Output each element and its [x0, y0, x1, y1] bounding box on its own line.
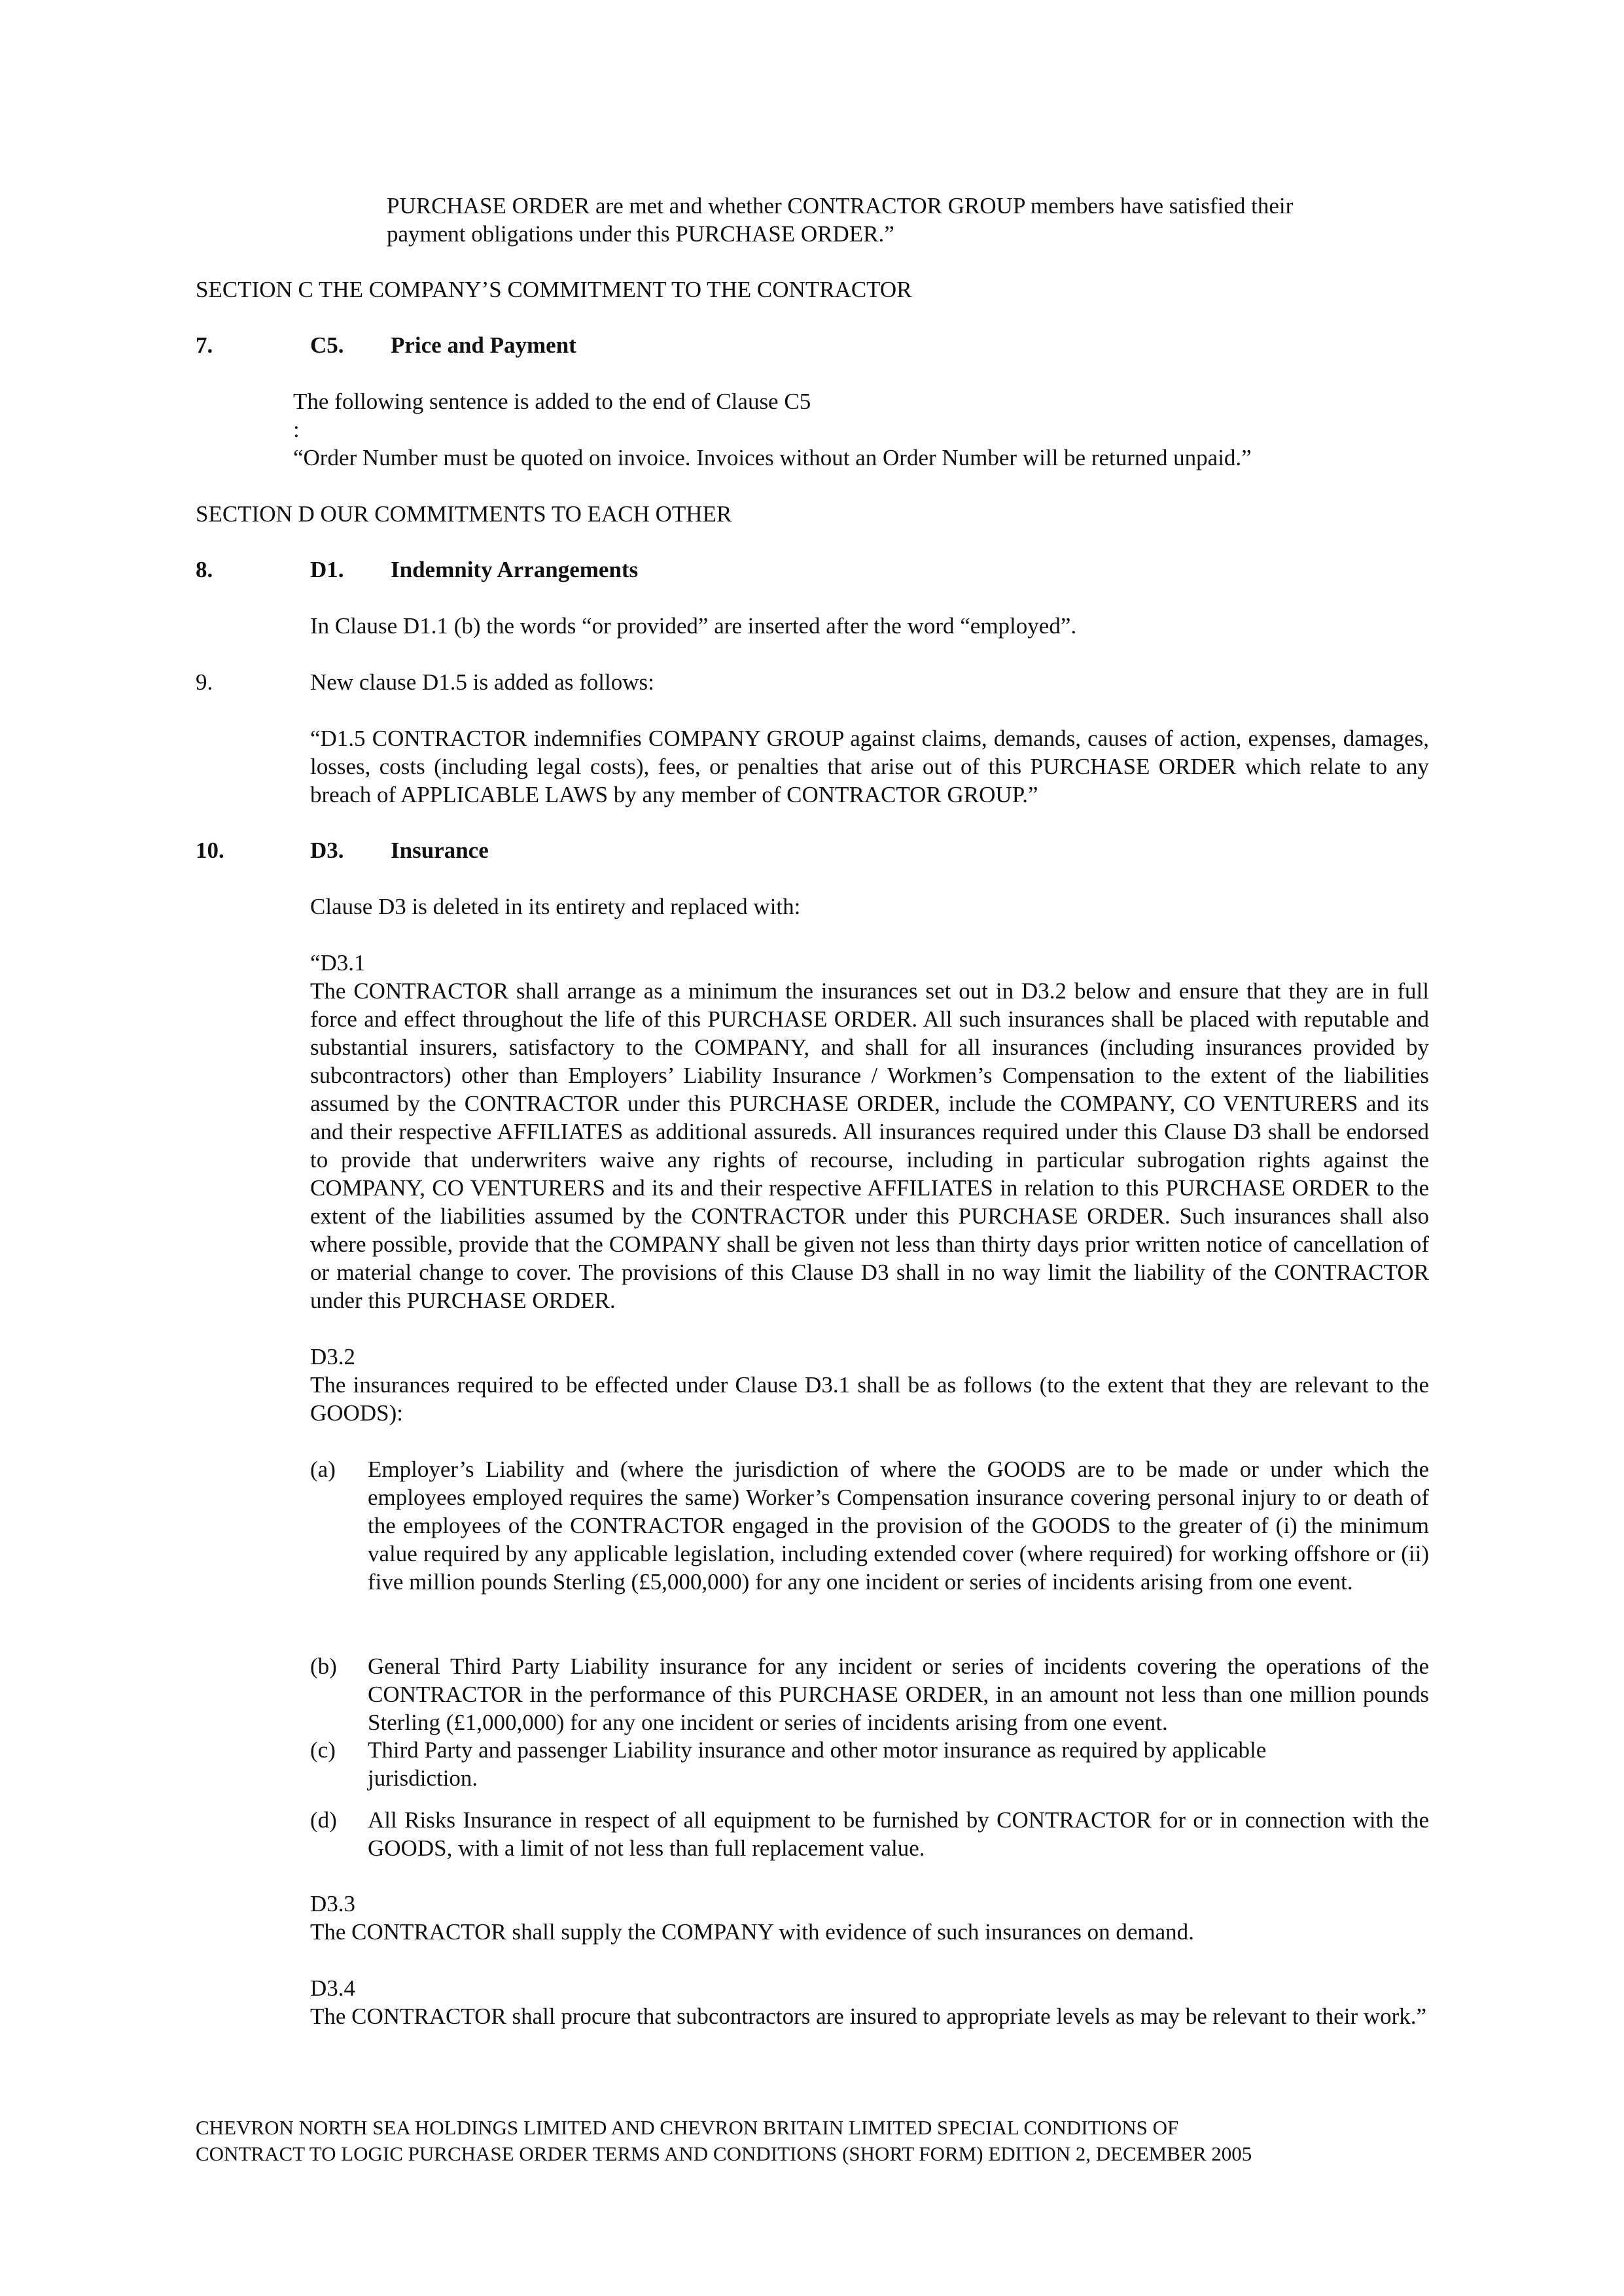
item-8-text: In Clause D1.1 (b) the words “or provided” are inserted after the word “employed”.	[310, 613, 1077, 639]
list-item-b-label: (b)	[310, 1653, 337, 1679]
item-7-body	[293, 387, 1445, 472]
item-9-text: New clause D1.5 is added as follows:	[310, 669, 654, 695]
list-item-d-text: All Risks Insurance in respect of all equipment to be furnished by CONTRACTOR for or in connection with the GOODS, with a limit of not less than full replacement value.	[368, 1807, 1429, 1861]
d3-3-label: D3.3	[310, 1891, 356, 1916]
intro-line-1: PURCHASE ORDER are met and whether CONTRACTOR GROUP members have satisfied their	[387, 193, 1294, 219]
list-item-b-text: General Third Party Liability insurance for any incident or series of incidents covering the operations of the CONTRACTOR in the performance of this PURCHASE ORDER, in an amount not less than one million pounds Sterling (£1,000,000) for any one incident or series of incidents arising from one event.	[368, 1653, 1429, 1735]
intro-line-2: payment obligations under this PURCHASE ORDER.”	[387, 221, 894, 247]
item-10-clause: D3.	[310, 838, 344, 863]
section-c-heading: SECTION C THE COMPANY’S COMMITMENT TO THE CONTRACTOR	[196, 277, 912, 302]
item-8-clause: D1.	[310, 557, 344, 582]
item-10-title: Insurance	[391, 838, 489, 863]
item-7-number: 7.	[196, 332, 213, 358]
list-item-c-label: (c)	[310, 1737, 336, 1763]
section-d-heading: SECTION D OUR COMMITMENTS TO EACH OTHER	[196, 501, 732, 527]
d3-3-text: The CONTRACTOR shall supply the COMPANY with evidence of such insurances on demand.	[310, 1919, 1194, 1945]
list-item-d-label: (d)	[310, 1807, 337, 1833]
list-item-a-label: (a)	[310, 1457, 336, 1482]
item-7-clause: C5.	[310, 332, 344, 358]
d3-4-label: D3.4	[310, 1975, 356, 2001]
item-8-number: 8.	[196, 557, 213, 582]
list-item-a-text: Employer’s Liability and (where the jurisdiction of where the GOODS are to be made or under which the employees employed requires the same) Worker’s Compensation insurance covering personal injury to or death of the employees of the CONTRACTOR engaged in the provision of the GOODS to the greater of (i) the minimum value required by any applicable legislation, including extended cover (where required) for working offshore or (ii) five million pounds Sterling (£5,000,000) for any one incident or series of incidents arising from one event.	[368, 1457, 1429, 1595]
item-7-colon: :	[293, 417, 300, 442]
item-9-number: 9.	[196, 669, 213, 695]
item-10-number: 10.	[196, 838, 224, 863]
item-7-quote: “Order Number must be quoted on invoice. Invoices without an Order Number will be returned unpaid.”	[293, 445, 1252, 470]
footer	[196, 2115, 1252, 2167]
item-7-title: Price and Payment	[391, 332, 576, 358]
item-10-text: Clause D3 is deleted in its entirety and replaced with:	[310, 894, 801, 919]
list-item-c-text: Third Party and passenger Liability insurance and other motor insurance as required by applicable jurisdiction.	[368, 1737, 1267, 1791]
d3-1-label: “D3.1	[310, 950, 366, 976]
d3-2-text: The insurances required to be effected under Clause D3.1 shall be as follows (to the extent that they are relevant to the GOODS):	[310, 1372, 1429, 1426]
intro-continuation	[387, 192, 1447, 248]
d3-4-text: The CONTRACTOR shall procure that subcontractors are insured to appropriate levels as may be relevant to their work.”	[310, 2004, 1427, 2029]
item-7-line-1: The following sentence is added to the end of Clause C5	[293, 389, 811, 414]
item-8-title: Indemnity Arrangements	[391, 557, 639, 582]
item-9-quote: “D1.5 CONTRACTOR indemnifies COMPANY GROUP against claims, demands, causes of action, expenses, damages, losses, costs (including legal costs), fees, or penalties that arise out of this PURCHASE ORDER which relate to any breach of APPLICABLE LAWS by any member of CONTRACTOR GROUP.”	[310, 726, 1429, 807]
footer-line-1: CHEVRON NORTH SEA HOLDINGS LIMITED AND CHEVRON BRITAIN LIMITED SPECIAL CONDITIONS OF	[196, 2116, 1179, 2139]
footer-line-2: CONTRACT TO LOGIC PURCHASE ORDER TERMS AND CONDITIONS (SHORT FORM) EDITION 2, DECEMBER 2005	[196, 2142, 1252, 2165]
d3-2-label: D3.2	[310, 1344, 356, 1369]
d3-1-text: The CONTRACTOR shall arrange as a minimum the insurances set out in D3.2 below and ensure that they are in full force and effect throughout the life of this PURCHASE ORDER. All such insurances shall be placed with reputable and substantial insurers, satisfactory to the COMPANY, and shall for all insurances (including insurances provided by subcontractors) other than Employers’ Liability Insurance / Workmen’s Compensation to the extent of the liabilities assumed by the CONTRACTOR under this PURCHASE ORDER, include the COMPANY, CO VENTURERS and its and their respective AFFILIATES as additional assureds. All insurances required under this Clause D3 shall be endorsed to provide that underwriters waive any rights of recourse, including in particular subrogation rights against the COMPANY, CO VENTURERS and its and their respective AFFILIATES in relation to this PURCHASE ORDER to the extent of the liabilities assumed by the CONTRACTOR under this PURCHASE ORDER. Such insurances shall also where possible, provide that the COMPANY shall be given not less than thirty days prior written notice of cancellation of or material change to cover. The provisions of this Clause D3 shall in no way limit the liability of the CONTRACTOR under this PURCHASE ORDER.	[310, 978, 1429, 1313]
